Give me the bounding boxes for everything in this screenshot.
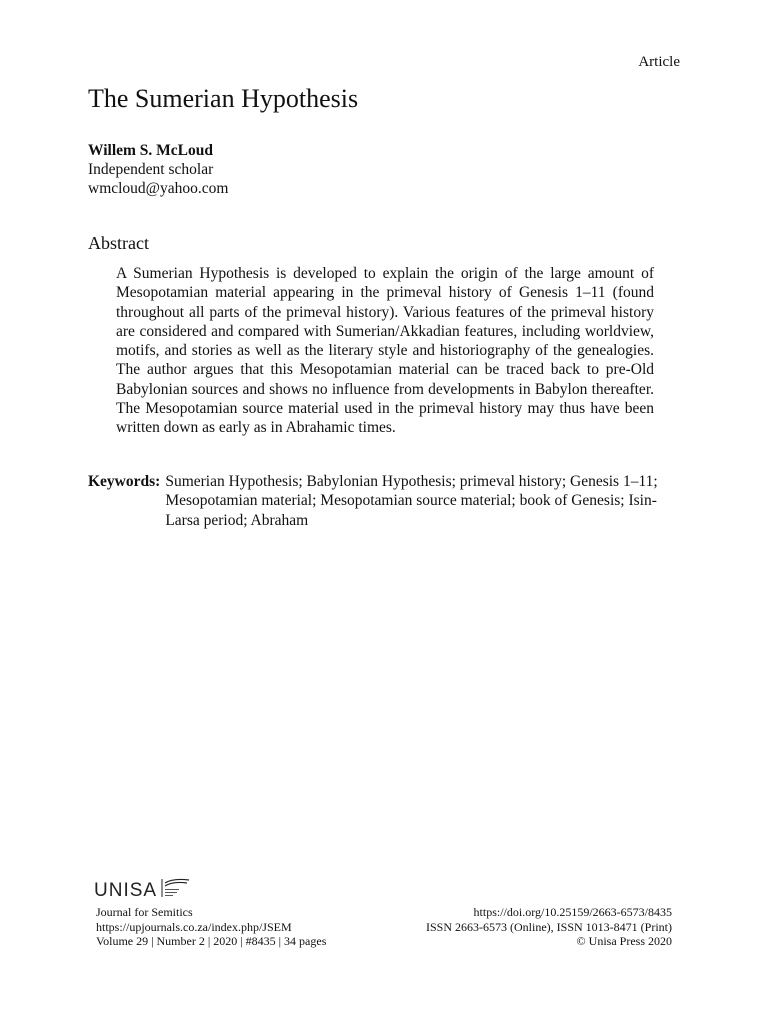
footer-doi-info bbox=[426, 905, 672, 949]
abstract-heading: Abstract bbox=[88, 233, 149, 253]
author-affiliation: Independent scholar bbox=[88, 161, 214, 178]
journal-name: Journal for Semitics bbox=[96, 905, 193, 919]
issn-info: ISSN 2663-6573 (Online), ISSN 1013-8471 (Print) bbox=[426, 919, 672, 934]
copyright-notice: © Unisa Press 2020 bbox=[576, 934, 672, 948]
abstract-text: A Sumerian Hypothesis is developed to explain the origin of the large amount of Mesopotamian material appearing in the primeval history of Genesis 1–11 (found throughout all parts of the primeval history). Various features of the primeval history are considered and compared with Sumerian/Akkadian features, including worldview, motifs, and stories as well as the literary style and historiography of the genealogies. The author argues that this Mesopotamian material can be traced back to pre-Old Babylonian sources and shows no influence from developments in Babylon thereafter. The Mesopotamian source material used in the primeval history may thus have been written down as early as in Abrahamic times. bbox=[116, 265, 654, 437]
footer-journal-info bbox=[96, 905, 326, 949]
paper-title: The Sumerian Hypothesis bbox=[88, 84, 359, 113]
keywords-label: Keywords: bbox=[88, 473, 161, 490]
unisa-logo-mark-icon bbox=[161, 877, 191, 904]
author-name: Willem S. McLoud bbox=[88, 142, 214, 159]
journal-url-link[interactable]: https://upjournals.co.za/index.php/JSEM bbox=[96, 919, 292, 934]
doi-link[interactable]: https://doi.org/10.25159/2663-6573/8435 bbox=[473, 905, 672, 919]
logo-wordmark: UNISA bbox=[94, 879, 158, 901]
author-email[interactable]: wmcloud@yahoo.com bbox=[88, 180, 229, 197]
author-block bbox=[88, 141, 228, 198]
publisher-logo bbox=[94, 877, 191, 904]
keywords-text: Sumerian Hypothesis; Babylonian Hypothesis; primeval history; Genesis 1–11; Mesopotamian material; Mesopotamian source material; book of Genesis; Isin-Larsa period; Abraham bbox=[165, 473, 658, 529]
keywords-section bbox=[88, 472, 668, 530]
volume-info: Volume 29 | Number 2 | 2020 | #8435 | 34 pages bbox=[96, 934, 327, 948]
article-type-label: Article bbox=[638, 54, 680, 70]
